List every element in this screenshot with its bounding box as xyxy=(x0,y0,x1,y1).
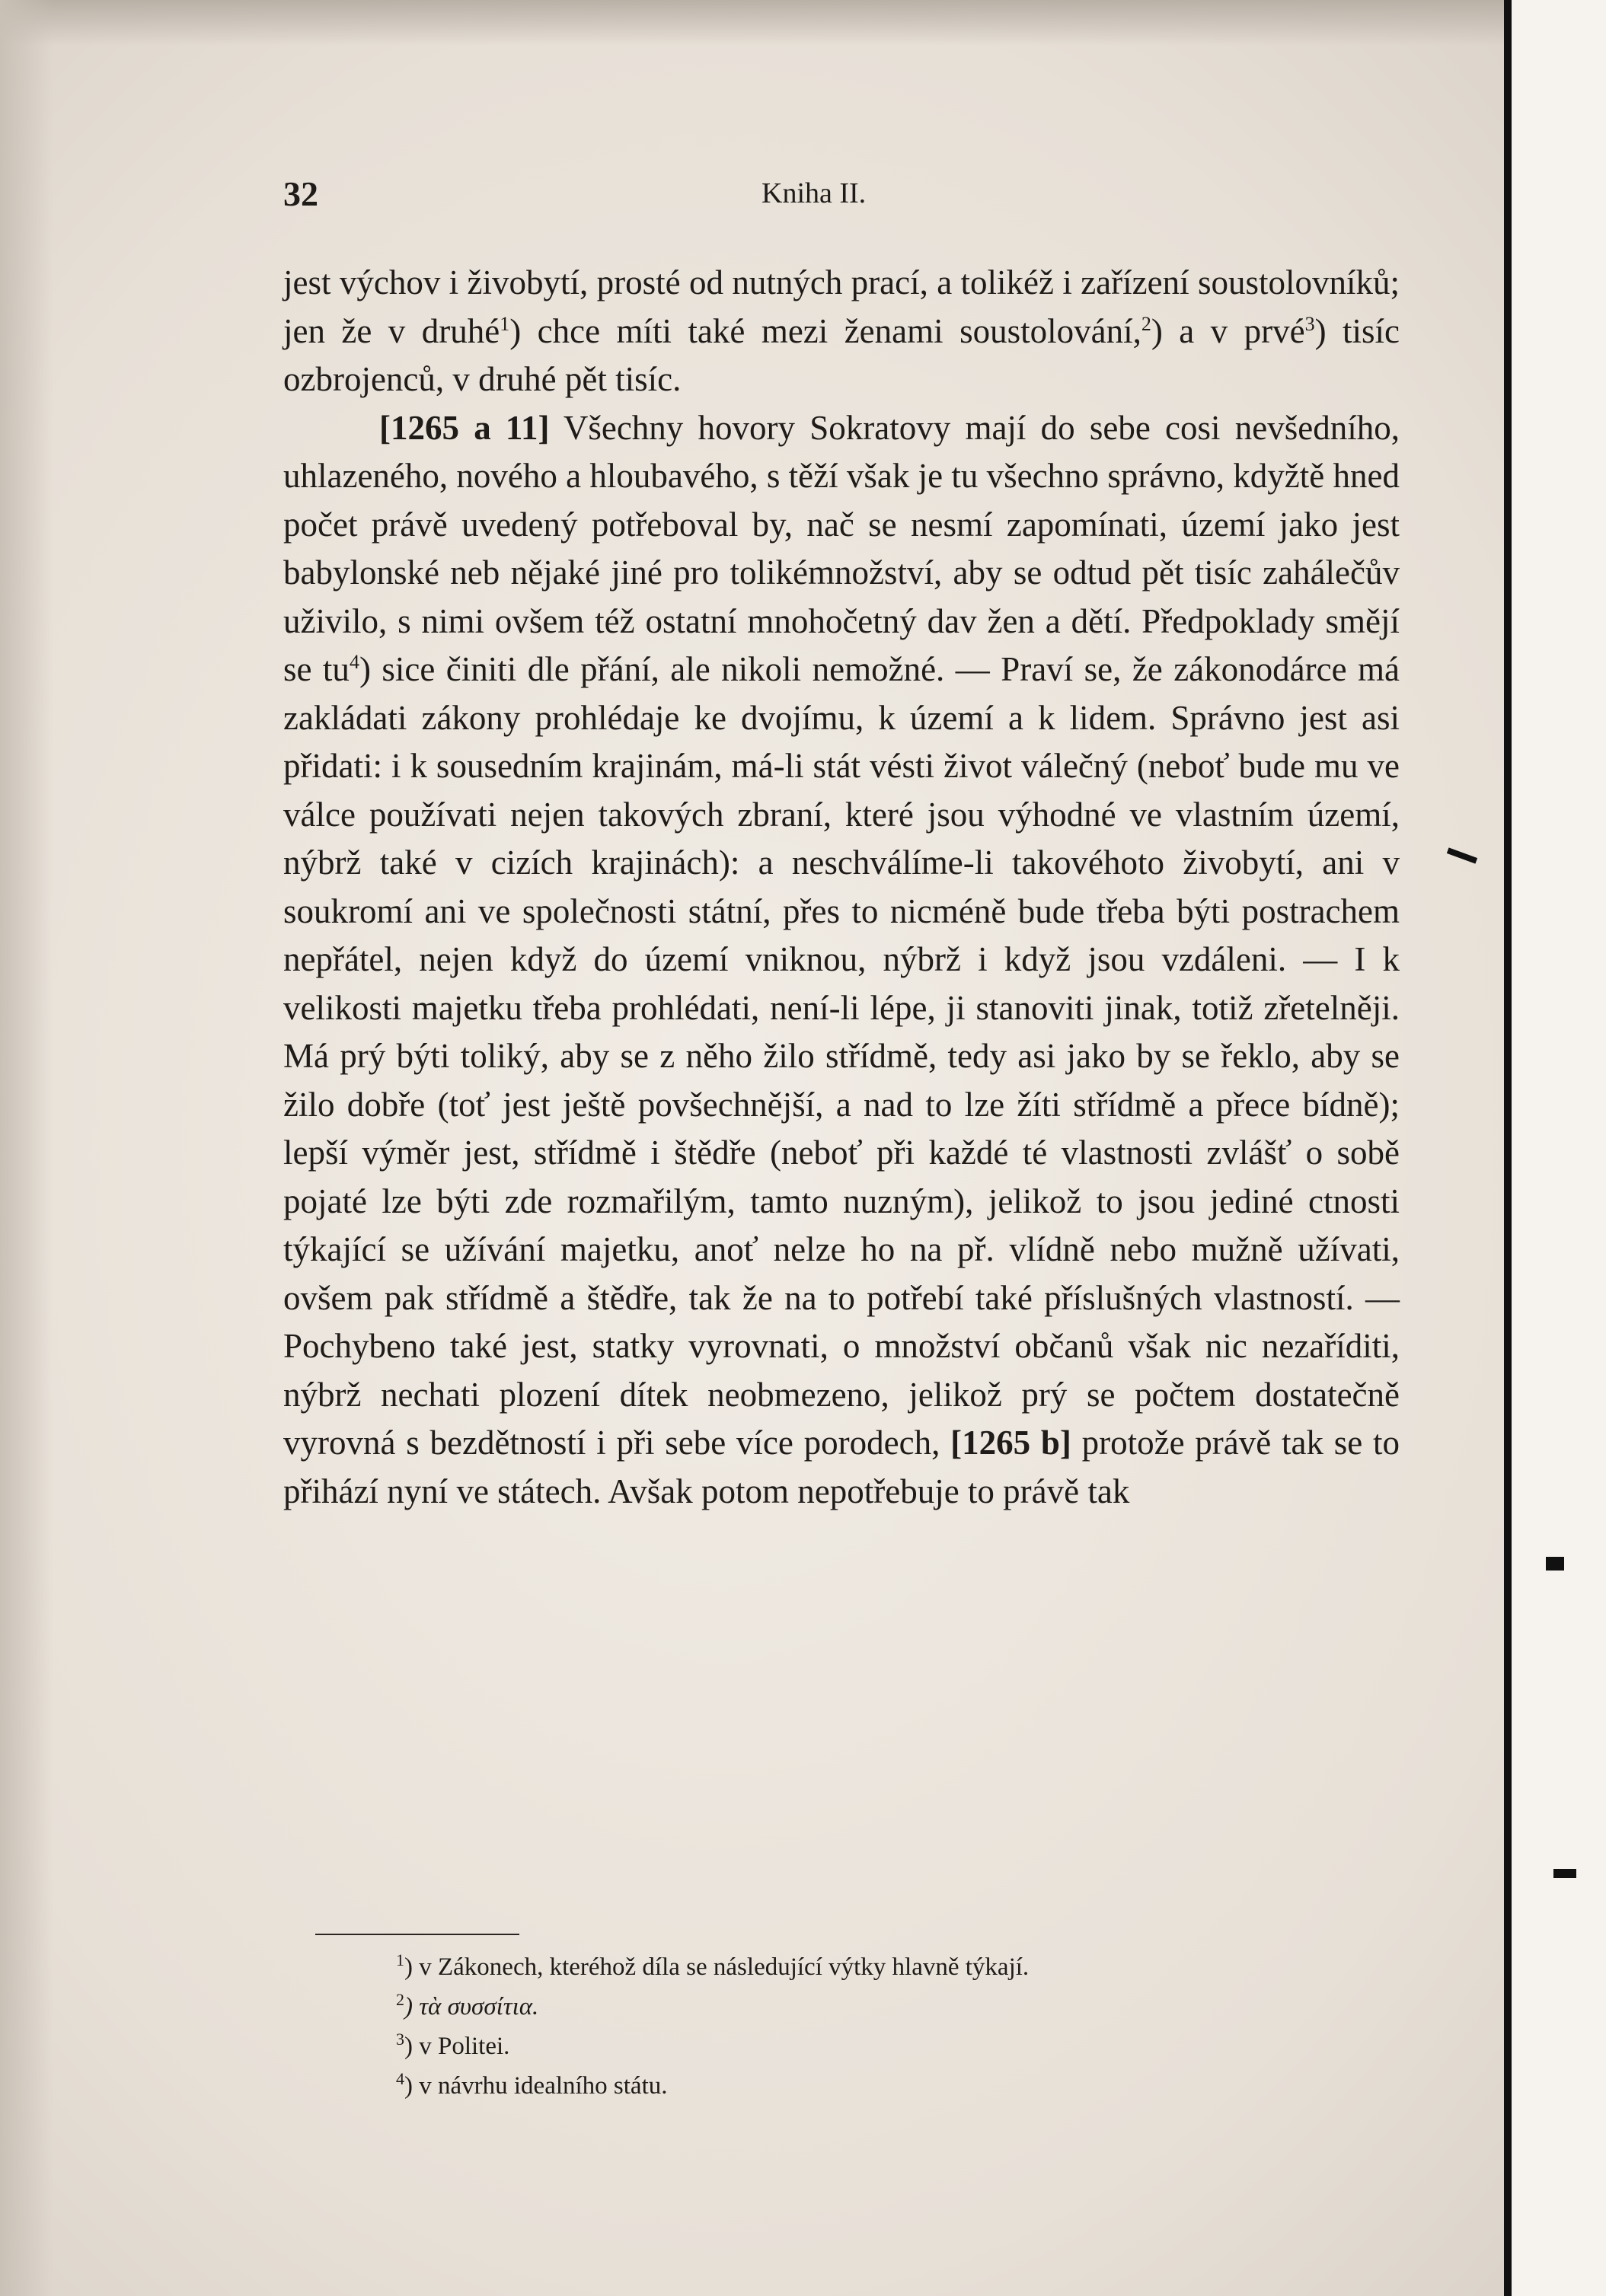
scan-mark xyxy=(1546,1557,1564,1571)
page-number: 32 xyxy=(283,174,318,213)
main-text xyxy=(283,259,1400,1516)
paragraph: jest výchov i živobytí, prosté od nutných prací, a tolikéž i zařízení soustolovníků; jen že v druhé$^1$) chce míti také mezi ženami soustolování,$^2$) a v prvé$^3$) tisíc ozbrojenců, v druhé pět tisíc. xyxy=(283,263,1400,398)
footnote: $^3$) v Politei. xyxy=(396,2030,510,2060)
binding-edge-line xyxy=(1504,0,1512,2296)
bekker-reference: [1265 a 11] xyxy=(379,408,550,447)
footnote-ref: 4 xyxy=(349,651,359,673)
footnote-divider xyxy=(315,1934,519,1935)
scan-shadow-left xyxy=(0,0,53,2296)
page-header xyxy=(283,174,1387,219)
footnote-ref: 1 xyxy=(500,312,510,335)
paragraph: [1265 a 11] Všechny hovory Sokratovy mají do sebe cosi nevšedního, uhlazeného, nového a hloubavého, s těží však je tu všechno správno, kdyžtě hned počet právě uvedený potřeboval by, nač se nesmí zapomínati, území jako jest babylonské neb nějaké jiné pro tolikémnožství, aby se odtud pět tisíc zahálečův uživilo, s nimi ovšem též ostatní mnohočetný dav žen a dětí. Předpoklady smějí se tu$^4$) sice činiti dle přání, ale nikoli nemožné. — Praví se, že zákonodárce má zakládati zákony prohlédaje ke dvojímu, k území a k lidem. Správno jest asi přidati: i k sousedním krajinám, má-li stát vésti život válečný (neboť bude mu ve válce používati nejen takových zbraní, které jsou výhodné ve vlastním území, nýbrž také v cizích krajinách): a neschválíme-li takovéhoto živobytí, ani v soukromí ani ve společnosti státní, přes to nicméně bude třeba býti postrachem nepřátel, nejen když do území vniknou, nýbrž i když jsou vzdáleni. — I k velikosti majetku třeba prohlédati, není-li lépe, ji stanoviti jinak, totiž zřetelněji. Má prý býti toliký, aby se z něho žilo střídmě, tedy asi jako by se řeklo, aby se žilo dobře (toť jest ještě povšechnější, a nad to lze žíti střídmě a přece bídně); lepší výměr jest, střídmě i štědře (neboť při každé té vlastnosti zvlášť o sobě pojaté lze býti zde rozmařilým, tamto nuzným), jelikož to jsou jediné ctnosti týkající se užívání majetku, anoť nelze ho na př. vlídně nebo mužně užívati, ovšem pak střídmě a štědře, tak že na to potřebí také příslušných vlastností. — Pochybeno také jest, statky vyrovnati, o množství občanů však nic nezaříditi, nýbrž nechati plození dítek neobmezeno, jelikož prý se počtem dostatečně vyrovná s bezdětností i při sebe více porodech, [1265 b] protože právě tak se to přihází nyní ve státech. Avšak potom nepotřebuje to právě tak xyxy=(283,408,1400,1510)
footnote-ref: 2 xyxy=(1141,312,1151,335)
scan-shadow-top xyxy=(0,0,1508,46)
footnote: $^1$) v Zákonech, kteréhož díla se následující výtky hlavně týkají. xyxy=(396,1950,1030,1981)
footnote: $^4$) v návrhu idealního státu. xyxy=(396,2069,668,2100)
bekker-reference: [1265 b] xyxy=(950,1424,1071,1462)
footnote-ref: 3 xyxy=(1304,312,1315,335)
running-head: Kniha II. xyxy=(761,177,867,209)
footnotes xyxy=(396,1947,1401,2106)
footnote: $^2$) τὰ συσσίτια. xyxy=(396,1990,539,2020)
scan-mark xyxy=(1553,1869,1576,1878)
adjacent-page-margin xyxy=(1512,0,1606,2296)
